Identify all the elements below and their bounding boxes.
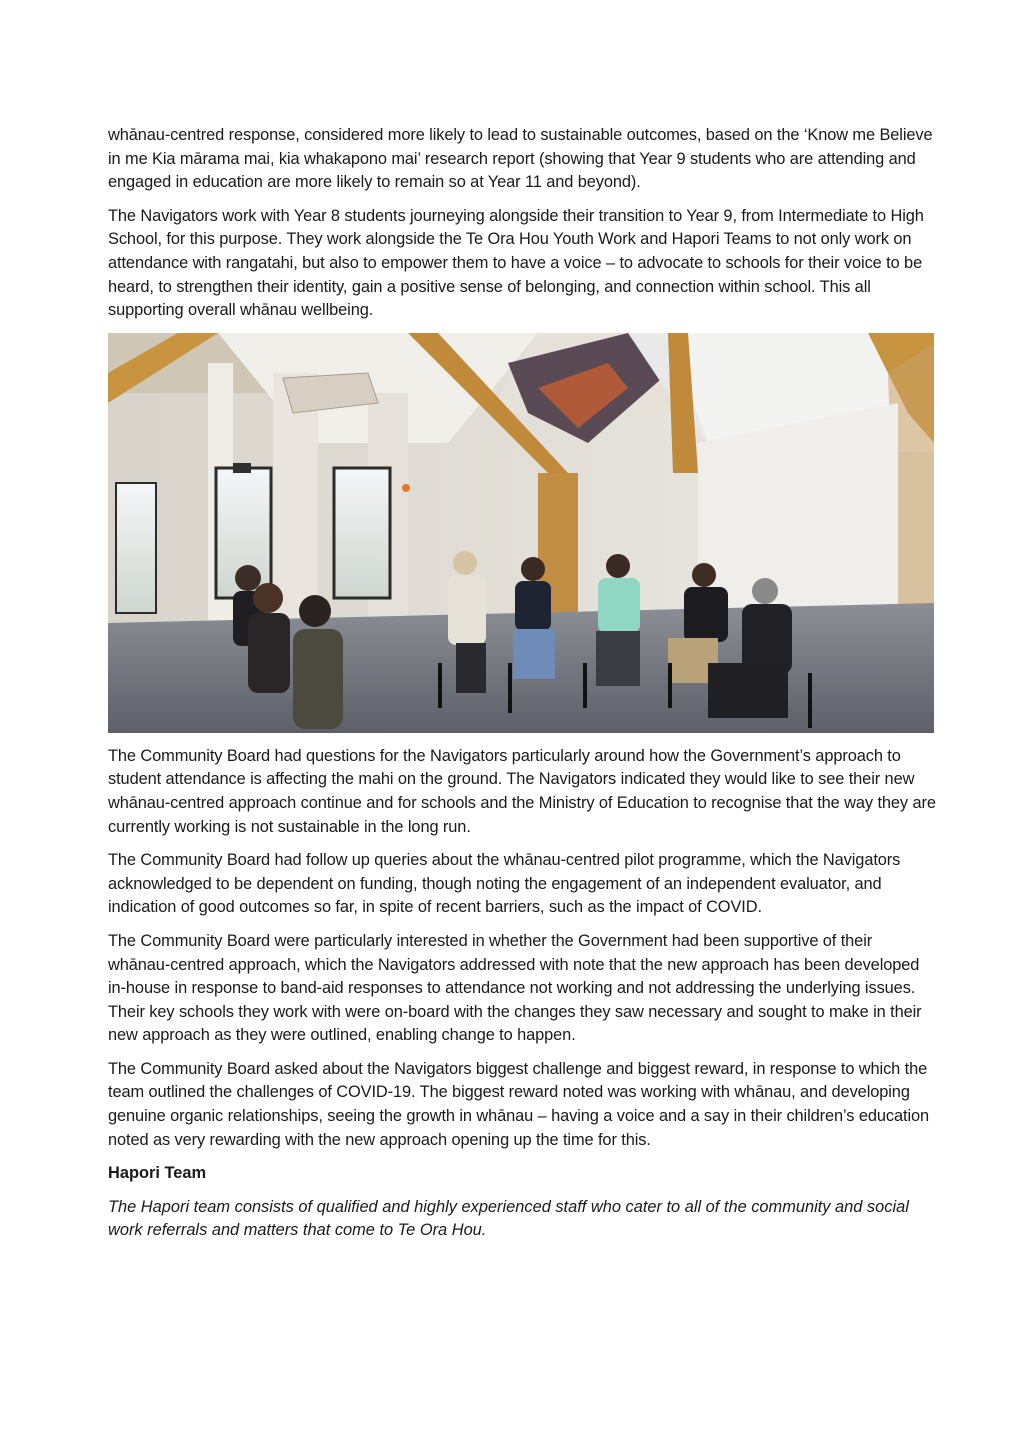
paragraph-government-support: The Community Board were particularly interested in whether the Government had been supportive of their whānau-centred approach, which the Navigators addressed with note that the new approach has been developed in-house in response to band-aid responses to attendance not working and not addressing the underlying issues. Their key schools they work with were on-board with the changes they saw necessary and sought to make in their new approach as they were outlined, enabling change to happen. xyxy=(108,931,922,1045)
group-meeting-photo xyxy=(108,333,934,733)
document-page xyxy=(108,124,936,1243)
paragraph-community-board-questions: The Community Board had questions for the Navigators particularly around how the Government’s approach to student attendance is affecting the mahi on the ground. The Navigators indicated they would like to see their new whānau-centred approach continue and for schools and the Ministry of Education to recognise that the way they are currently working is not sustainable in the long run. xyxy=(108,746,936,836)
paragraph-navigators-work: The Navigators work with Year 8 students journeying alongside their transition to Year 9, from Intermediate to High School, for this purpose. They work alongside the Te Ora Hou Youth Work and Hapori Teams to not only work on attendance with rangatahi, but also to empower them to have a voice – to advocate to schools for their voice to be heard, to strengthen their identity, gain a positive sense of belonging, and connection within school. This all supporting overall whānau wellbeing. xyxy=(108,206,924,320)
paragraph-challenge-reward: The Community Board asked about the Navigators biggest challenge and biggest reward, in response to which the team outlined the challenges of COVID-19. The biggest reward noted was working with whānau, and developing genuine organic relationships, seeing the growth in whānau – having a voice and a say in their children’s education noted as very rewarding with the new approach opening up the time for this. xyxy=(108,1059,930,1149)
paragraph-pilot-programme: The Community Board had follow up queries about the whānau-centred pilot programme, which the Navigators acknowledged to be dependent on funding, though noting the engagement of an independent evaluator, and indication of good outcomes so far, in spite of recent barriers, such as the impact of COVID. xyxy=(108,851,901,917)
section-intro: The Hapori team consists of qualified and highly experienced staff who cater to all of the community and social work referrals and matters that come to Te Ora Hou. xyxy=(108,1197,909,1240)
paragraph-research-report: whānau-centred response, considered more likely to lead to sustainable outcomes, based on the ‘Know me Believe in me Kia mārama mai, kia whakapono mai’ research report (showing that Year 9 students who are attending and engaged in education are more likely to remain so at Year 11 and beyond). xyxy=(108,126,933,192)
section-heading: Hapori Team xyxy=(108,1164,207,1183)
